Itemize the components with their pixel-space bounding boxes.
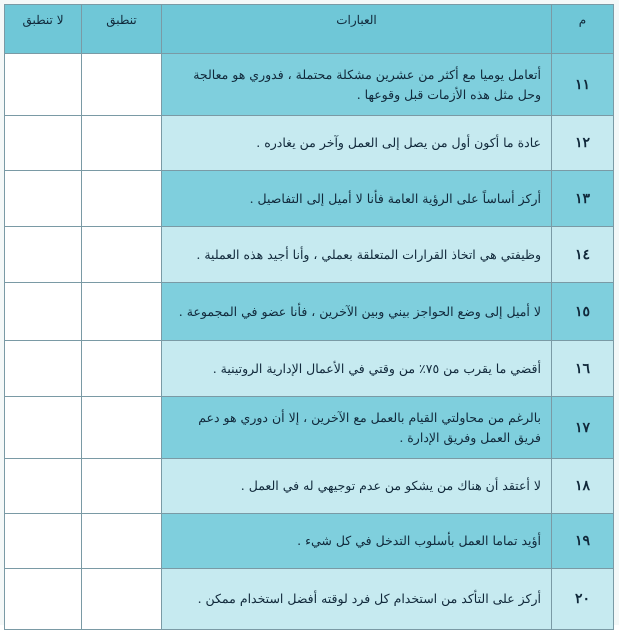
row-statement: أركز أساساً على الرؤية العامة فأنا لا أميل إلى التفاصيل . <box>162 171 552 227</box>
header-statements: العبارات <box>162 5 552 54</box>
survey-table <box>4 4 614 630</box>
applies-cell[interactable] <box>82 459 162 514</box>
not-applies-cell[interactable] <box>5 514 82 569</box>
header-not-applies: لا تنطبق <box>5 5 82 54</box>
row-statement: بالرغم من محاولتي القيام بالعمل مع الآخرين ، إلا أن دوري هو دعم فريق العمل وفريق الإدارة . <box>162 397 552 459</box>
not-applies-cell[interactable] <box>5 341 82 397</box>
not-applies-cell[interactable] <box>5 171 82 227</box>
row-statement: لا أعتقد أن هناك من يشكو من عدم توجيهي له في العمل . <box>162 459 552 514</box>
row-number: ١٤ <box>552 227 614 283</box>
applies-cell[interactable] <box>82 569 162 630</box>
applies-cell[interactable] <box>82 283 162 341</box>
applies-cell[interactable] <box>82 116 162 171</box>
not-applies-cell[interactable] <box>5 54 82 116</box>
row-statement: أركز على التأكد من استخدام كل فرد لوقته أفضل استخدام ممكن . <box>162 569 552 630</box>
row-statement: عادة ما أكون أول من يصل إلى العمل وآخر من يغادره . <box>162 116 552 171</box>
table-row <box>5 227 614 283</box>
row-statement: وظيفتي هي اتخاذ القرارات المتعلقة بعملي ، وأنا أجيد هذه العملية . <box>162 227 552 283</box>
table-row <box>5 171 614 227</box>
row-statement: أتعامل يوميا مع أكثر من عشرين مشكلة محتملة ، فدوري هو معالجة وحل مثل هذه الأزمات قبل وقوعها . <box>162 54 552 116</box>
row-statement: أؤيد تماما العمل بأسلوب التدخل في كل شيء . <box>162 514 552 569</box>
table-row <box>5 397 614 459</box>
not-applies-cell[interactable] <box>5 116 82 171</box>
table-row <box>5 569 614 630</box>
applies-cell[interactable] <box>82 514 162 569</box>
applies-cell[interactable] <box>82 397 162 459</box>
row-number: ٢٠ <box>552 569 614 630</box>
not-applies-cell[interactable] <box>5 227 82 283</box>
table-row <box>5 116 614 171</box>
row-statement: لا أميل إلى وضع الحواجز بيني وبين الآخرين ، فأنا عضو في المجموعة . <box>162 283 552 341</box>
header-number: م <box>552 5 614 54</box>
table-row <box>5 54 614 116</box>
row-number: ١٥ <box>552 283 614 341</box>
not-applies-cell[interactable] <box>5 283 82 341</box>
table-row <box>5 459 614 514</box>
not-applies-cell[interactable] <box>5 397 82 459</box>
table-row <box>5 514 614 569</box>
row-number: ١٨ <box>552 459 614 514</box>
header-row <box>5 5 614 54</box>
not-applies-cell[interactable] <box>5 569 82 630</box>
row-number: ١٦ <box>552 341 614 397</box>
row-number: ١١ <box>552 54 614 116</box>
applies-cell[interactable] <box>82 341 162 397</box>
row-number: ١٣ <box>552 171 614 227</box>
table-row <box>5 341 614 397</box>
applies-cell[interactable] <box>82 227 162 283</box>
not-applies-cell[interactable] <box>5 459 82 514</box>
header-applies: تنطبق <box>82 5 162 54</box>
row-number: ١٩ <box>552 514 614 569</box>
row-number: ١٧ <box>552 397 614 459</box>
applies-cell[interactable] <box>82 171 162 227</box>
table-row <box>5 283 614 341</box>
row-statement: أقضي ما يقرب من ٧٥٪ من وقتي في الأعمال الإدارية الروتينية . <box>162 341 552 397</box>
applies-cell[interactable] <box>82 54 162 116</box>
row-number: ١٢ <box>552 116 614 171</box>
